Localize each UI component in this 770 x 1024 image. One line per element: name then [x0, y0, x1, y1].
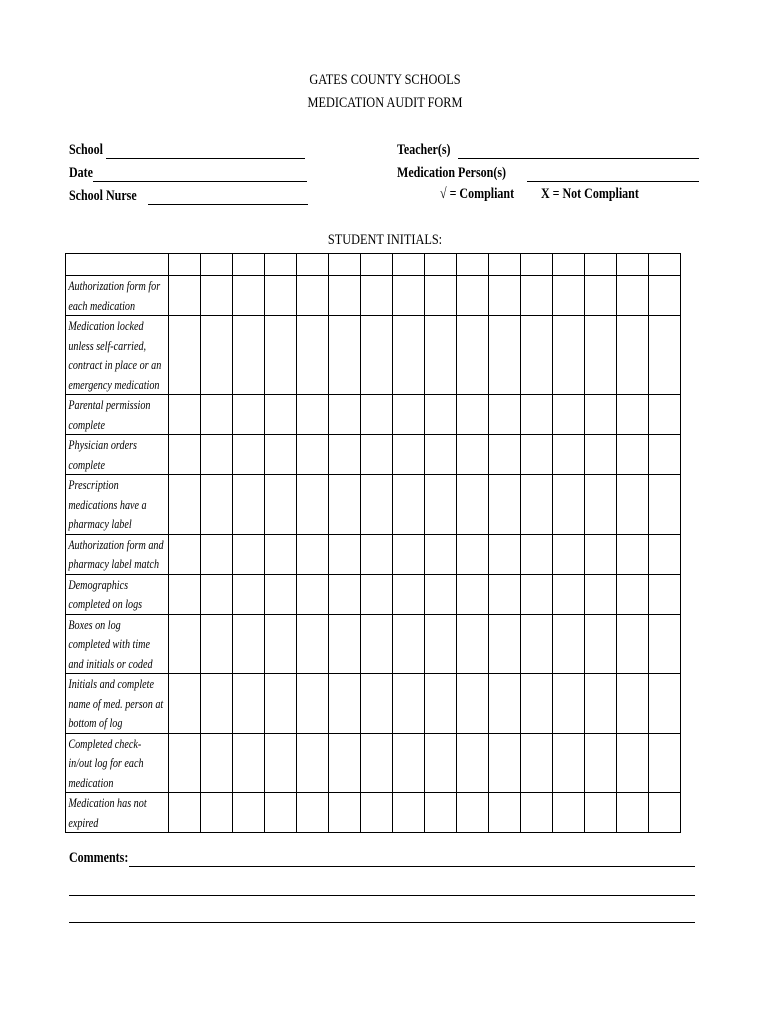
compliance-cell[interactable]	[649, 733, 681, 793]
criterion-row	[66, 534, 681, 574]
compliance-cell[interactable]	[201, 614, 233, 674]
student-initials-cell[interactable]	[169, 254, 201, 276]
comments-field[interactable]	[69, 850, 695, 867]
compliance-cell[interactable]	[297, 574, 329, 614]
compliance-cell[interactable]	[617, 435, 649, 475]
criterion-label: Completed check- in/out log for each medication	[68, 735, 144, 790]
compliance-cell[interactable]	[233, 733, 265, 793]
medication-persons-field[interactable]	[397, 164, 699, 182]
compliance-cell[interactable]	[553, 534, 585, 574]
criterion-label-cell	[66, 534, 169, 574]
criterion-label-cell	[66, 793, 169, 833]
compliance-cell[interactable]	[169, 534, 201, 574]
compliance-cell[interactable]	[617, 316, 649, 395]
school-label: School	[69, 142, 104, 158]
school-field[interactable]	[69, 141, 305, 159]
compliance-cell[interactable]	[425, 276, 457, 316]
criterion-label-cell	[66, 475, 169, 535]
criterion-label-cell	[66, 276, 169, 316]
compliance-cell[interactable]	[233, 276, 265, 316]
compliance-cell[interactable]	[617, 534, 649, 574]
criterion-label: Medication locked unless self-carried, contract in place or an emergency medication	[68, 318, 162, 392]
comments-line-2[interactable]	[69, 880, 695, 896]
audit-table	[65, 253, 681, 833]
compliance-cell[interactable]	[297, 614, 329, 674]
compliance-cell[interactable]	[521, 733, 553, 793]
compliance-cell[interactable]	[201, 674, 233, 734]
compliance-cell[interactable]	[201, 574, 233, 614]
compliance-cell[interactable]	[329, 574, 361, 614]
compliance-cell[interactable]	[297, 276, 329, 316]
compliance-cell[interactable]	[233, 574, 265, 614]
compliance-cell[interactable]	[393, 534, 425, 574]
criterion-label-cell	[66, 316, 169, 395]
compliance-cell[interactable]	[361, 276, 393, 316]
compliance-cell[interactable]	[585, 674, 617, 734]
compliance-cell[interactable]	[169, 316, 201, 395]
compliance-cell[interactable]	[649, 475, 681, 535]
compliance-cell[interactable]	[649, 395, 681, 435]
criterion-label: Demographics completed on logs	[68, 576, 143, 611]
criterion-row	[66, 614, 681, 674]
compliance-cell[interactable]	[361, 733, 393, 793]
compliance-cell[interactable]	[425, 435, 457, 475]
student-initials-cell[interactable]	[553, 254, 585, 276]
criterion-row	[66, 574, 681, 614]
compliance-cell[interactable]	[169, 395, 201, 435]
compliance-cell[interactable]	[233, 435, 265, 475]
student-initials-label: STUDENT INITIALS:	[327, 232, 443, 248]
compliance-cell[interactable]	[393, 793, 425, 833]
criterion-label-cell	[66, 674, 169, 734]
compliance-cell[interactable]	[553, 574, 585, 614]
criterion-label: Initials and complete name of med. person at bottom of log	[68, 676, 164, 730]
criterion-label: Authorization form for each medication	[68, 278, 161, 313]
compliance-cell[interactable]	[489, 316, 521, 395]
compliance-cell[interactable]	[265, 614, 297, 674]
compliance-cell[interactable]	[361, 435, 393, 475]
compliance-cell[interactable]	[425, 793, 457, 833]
compliance-cell[interactable]	[201, 276, 233, 316]
compliance-cell[interactable]	[329, 435, 361, 475]
legend-not-compliant-text: X = Not Compliant	[541, 186, 639, 202]
criterion-row	[66, 435, 681, 475]
student-initials-cell[interactable]	[425, 254, 457, 276]
compliance-cell[interactable]	[585, 793, 617, 833]
compliance-cell[interactable]	[489, 534, 521, 574]
criterion-label: Prescription medications have a pharmacy label	[68, 477, 147, 531]
compliance-cell[interactable]	[553, 733, 585, 793]
compliance-cell[interactable]	[329, 276, 361, 316]
compliance-cell[interactable]	[297, 316, 329, 395]
compliance-cell[interactable]	[649, 276, 681, 316]
compliance-cell[interactable]	[457, 534, 489, 574]
compliance-cell[interactable]	[521, 793, 553, 833]
compliance-cell[interactable]	[425, 574, 457, 614]
initials-row	[66, 254, 681, 276]
compliance-cell[interactable]	[393, 395, 425, 435]
compliance-cell[interactable]	[489, 574, 521, 614]
compliance-cell[interactable]	[585, 276, 617, 316]
compliance-cell[interactable]	[649, 316, 681, 395]
compliance-cell[interactable]	[297, 534, 329, 574]
compliance-cell[interactable]	[297, 733, 329, 793]
compliance-cell[interactable]	[617, 733, 649, 793]
compliance-cell[interactable]	[585, 316, 617, 395]
compliance-cell[interactable]	[265, 574, 297, 614]
compliance-cell[interactable]	[617, 475, 649, 535]
compliance-cell[interactable]	[201, 475, 233, 535]
compliance-cell[interactable]	[233, 395, 265, 435]
compliance-cell[interactable]	[169, 793, 201, 833]
compliance-cell[interactable]	[521, 475, 553, 535]
compliance-cell[interactable]	[329, 733, 361, 793]
legend-compliant-text: √ = Compliant	[440, 186, 515, 202]
compliance-cell[interactable]	[297, 435, 329, 475]
compliance-cell[interactable]	[297, 674, 329, 734]
criterion-row	[66, 316, 681, 395]
compliance-cell[interactable]	[489, 674, 521, 734]
criterion-label-cell	[66, 614, 169, 674]
compliance-cell[interactable]	[457, 574, 489, 614]
criterion-label: Parental permission complete	[68, 397, 151, 432]
compliance-cell[interactable]	[329, 395, 361, 435]
compliance-cell[interactable]	[393, 435, 425, 475]
compliance-cell[interactable]	[521, 316, 553, 395]
compliance-cell[interactable]	[361, 574, 393, 614]
compliance-cell[interactable]	[201, 395, 233, 435]
compliance-cell[interactable]	[649, 614, 681, 674]
compliance-cell[interactable]	[361, 674, 393, 734]
compliance-cell[interactable]	[329, 475, 361, 535]
compliance-cell[interactable]	[361, 316, 393, 395]
compliance-cell[interactable]	[553, 614, 585, 674]
compliance-cell[interactable]	[265, 395, 297, 435]
criterion-row	[66, 733, 681, 793]
compliance-cell[interactable]	[425, 534, 457, 574]
compliance-cell[interactable]	[553, 475, 585, 535]
compliance-cell[interactable]	[521, 395, 553, 435]
compliance-cell[interactable]	[169, 435, 201, 475]
compliance-cell[interactable]	[521, 574, 553, 614]
compliance-cell[interactable]	[489, 614, 521, 674]
compliance-cell[interactable]	[521, 435, 553, 475]
compliance-cell[interactable]	[457, 395, 489, 435]
form-title-line1: GATES COUNTY SCHOOLS	[309, 72, 461, 88]
compliance-cell[interactable]	[617, 674, 649, 734]
compliance-cell[interactable]	[233, 614, 265, 674]
compliance-cell[interactable]	[617, 276, 649, 316]
criterion-row	[66, 395, 681, 435]
compliance-cell[interactable]	[425, 733, 457, 793]
compliance-cell[interactable]	[169, 733, 201, 793]
compliance-cell[interactable]	[265, 534, 297, 574]
compliance-cell[interactable]	[297, 475, 329, 535]
compliance-cell[interactable]	[489, 435, 521, 475]
compliance-cell[interactable]	[617, 395, 649, 435]
compliance-cell[interactable]	[521, 614, 553, 674]
date-label: Date	[69, 165, 93, 181]
compliance-cell[interactable]	[649, 793, 681, 833]
school-input-line[interactable]	[106, 143, 305, 159]
compliance-cell[interactable]	[329, 534, 361, 574]
compliance-cell[interactable]	[233, 316, 265, 395]
compliance-cell[interactable]	[169, 276, 201, 316]
compliance-cell[interactable]	[361, 534, 393, 574]
compliance-cell[interactable]	[265, 316, 297, 395]
teachers-label: Teacher(s)	[397, 142, 451, 158]
student-initials-cell[interactable]	[265, 254, 297, 276]
compliance-cell[interactable]	[425, 674, 457, 734]
compliance-cell[interactable]	[361, 614, 393, 674]
compliance-cell[interactable]	[489, 793, 521, 833]
compliance-cell[interactable]	[649, 674, 681, 734]
student-initials-cell[interactable]	[617, 254, 649, 276]
compliance-cell[interactable]	[425, 475, 457, 535]
compliance-cell[interactable]	[521, 534, 553, 574]
school-nurse-field[interactable]	[69, 187, 308, 205]
compliance-cell[interactable]	[617, 574, 649, 614]
comments-line-1[interactable]	[129, 850, 695, 867]
student-initials-cell[interactable]	[329, 254, 361, 276]
student-initials-cell[interactable]	[393, 254, 425, 276]
compliance-cell[interactable]	[425, 316, 457, 395]
compliance-cell[interactable]	[553, 316, 585, 395]
compliance-cell[interactable]	[169, 614, 201, 674]
compliance-cell[interactable]	[457, 733, 489, 793]
student-initials-cell[interactable]	[521, 254, 553, 276]
compliance-cell[interactable]	[265, 475, 297, 535]
criterion-label: Medication has not expired	[68, 795, 147, 830]
compliance-cell[interactable]	[649, 574, 681, 614]
compliance-cell[interactable]	[169, 674, 201, 734]
criterion-row	[66, 793, 681, 833]
school-nurse-label: School Nurse	[69, 188, 137, 204]
compliance-cell[interactable]	[489, 395, 521, 435]
compliance-cell[interactable]	[585, 435, 617, 475]
compliance-cell[interactable]	[393, 733, 425, 793]
compliance-cell[interactable]	[457, 475, 489, 535]
compliance-cell[interactable]	[393, 574, 425, 614]
criterion-label: Physician orders complete	[68, 437, 137, 472]
compliance-cell[interactable]	[393, 475, 425, 535]
comments-line-3[interactable]	[69, 907, 695, 923]
compliance-cell[interactable]	[201, 733, 233, 793]
student-initials-cell[interactable]	[489, 254, 521, 276]
compliance-cell[interactable]	[585, 574, 617, 614]
compliance-cell[interactable]	[553, 435, 585, 475]
criterion-row	[66, 475, 681, 535]
compliance-cell[interactable]	[201, 534, 233, 574]
legend-compliant	[440, 186, 533, 203]
compliance-cell[interactable]	[425, 395, 457, 435]
criterion-row	[66, 276, 681, 316]
compliance-cell[interactable]	[585, 614, 617, 674]
compliance-cell[interactable]	[521, 276, 553, 316]
compliance-cell[interactable]	[361, 475, 393, 535]
compliance-cell[interactable]	[649, 534, 681, 574]
compliance-cell[interactable]	[585, 733, 617, 793]
compliance-cell[interactable]	[329, 614, 361, 674]
compliance-cell[interactable]	[201, 435, 233, 475]
compliance-cell[interactable]	[265, 276, 297, 316]
compliance-cell[interactable]	[553, 276, 585, 316]
student-initials-cell[interactable]	[457, 254, 489, 276]
compliance-cell[interactable]	[425, 614, 457, 674]
school-nurse-input-line[interactable]	[148, 189, 308, 205]
student-initials-cell[interactable]	[649, 254, 681, 276]
student-initials-cell[interactable]	[361, 254, 393, 276]
medication-persons-label: Medication Person(s)	[397, 165, 506, 181]
compliance-cell[interactable]	[585, 534, 617, 574]
compliance-cell[interactable]	[329, 316, 361, 395]
criterion-label-cell	[66, 733, 169, 793]
compliance-cell[interactable]	[361, 793, 393, 833]
compliance-cell[interactable]	[329, 793, 361, 833]
criterion-label-cell	[66, 574, 169, 614]
compliance-cell[interactable]	[489, 276, 521, 316]
compliance-cell[interactable]	[457, 435, 489, 475]
compliance-cell[interactable]	[233, 674, 265, 734]
compliance-cell[interactable]	[393, 614, 425, 674]
compliance-cell[interactable]	[617, 614, 649, 674]
criterion-label-cell	[66, 395, 169, 435]
student-initials-cell[interactable]	[297, 254, 329, 276]
compliance-cell[interactable]	[169, 475, 201, 535]
compliance-cell[interactable]	[457, 276, 489, 316]
compliance-cell[interactable]	[457, 674, 489, 734]
medication-persons-input-line[interactable]	[527, 166, 699, 182]
compliance-cell[interactable]	[265, 674, 297, 734]
legend-not-compliant	[541, 186, 663, 203]
compliance-cell[interactable]	[169, 574, 201, 614]
compliance-cell[interactable]	[329, 674, 361, 734]
criterion-label-cell	[66, 435, 169, 475]
compliance-cell[interactable]	[265, 793, 297, 833]
teachers-input-line[interactable]	[458, 143, 699, 159]
student-initials-cell[interactable]	[201, 254, 233, 276]
compliance-cell[interactable]	[297, 395, 329, 435]
compliance-cell[interactable]	[489, 475, 521, 535]
compliance-cell[interactable]	[553, 674, 585, 734]
compliance-cell[interactable]	[393, 674, 425, 734]
date-input-line[interactable]	[93, 166, 307, 182]
compliance-cell[interactable]	[265, 435, 297, 475]
form-title-line2: MEDICATION AUDIT FORM	[307, 95, 463, 111]
comments-label: Comments:	[69, 850, 129, 866]
compliance-cell[interactable]	[553, 793, 585, 833]
compliance-cell[interactable]	[521, 674, 553, 734]
student-initials-cell[interactable]	[585, 254, 617, 276]
compliance-cell[interactable]	[201, 793, 233, 833]
compliance-cell[interactable]	[201, 316, 233, 395]
compliance-cell[interactable]	[233, 534, 265, 574]
compliance-cell[interactable]	[393, 276, 425, 316]
compliance-cell[interactable]	[393, 316, 425, 395]
compliance-cell[interactable]	[265, 733, 297, 793]
compliance-cell[interactable]	[233, 793, 265, 833]
compliance-cell[interactable]	[553, 395, 585, 435]
compliance-cell[interactable]	[617, 793, 649, 833]
compliance-cell[interactable]	[585, 395, 617, 435]
compliance-cell[interactable]	[233, 475, 265, 535]
teachers-field[interactable]	[397, 141, 699, 159]
criterion-label: Boxes on log completed with time and initials or coded	[68, 616, 153, 671]
compliance-cell[interactable]	[457, 793, 489, 833]
compliance-cell[interactable]	[457, 614, 489, 674]
compliance-cell[interactable]	[297, 793, 329, 833]
student-initials-cell[interactable]	[233, 254, 265, 276]
criterion-row	[66, 674, 681, 734]
criterion-label: Authorization form and pharmacy label match	[68, 536, 164, 571]
compliance-cell[interactable]	[457, 316, 489, 395]
date-field[interactable]	[69, 164, 307, 182]
initials-row-label-cell	[66, 254, 169, 276]
compliance-cell[interactable]	[489, 733, 521, 793]
compliance-cell[interactable]	[585, 475, 617, 535]
compliance-cell[interactable]	[361, 395, 393, 435]
compliance-cell[interactable]	[649, 435, 681, 475]
